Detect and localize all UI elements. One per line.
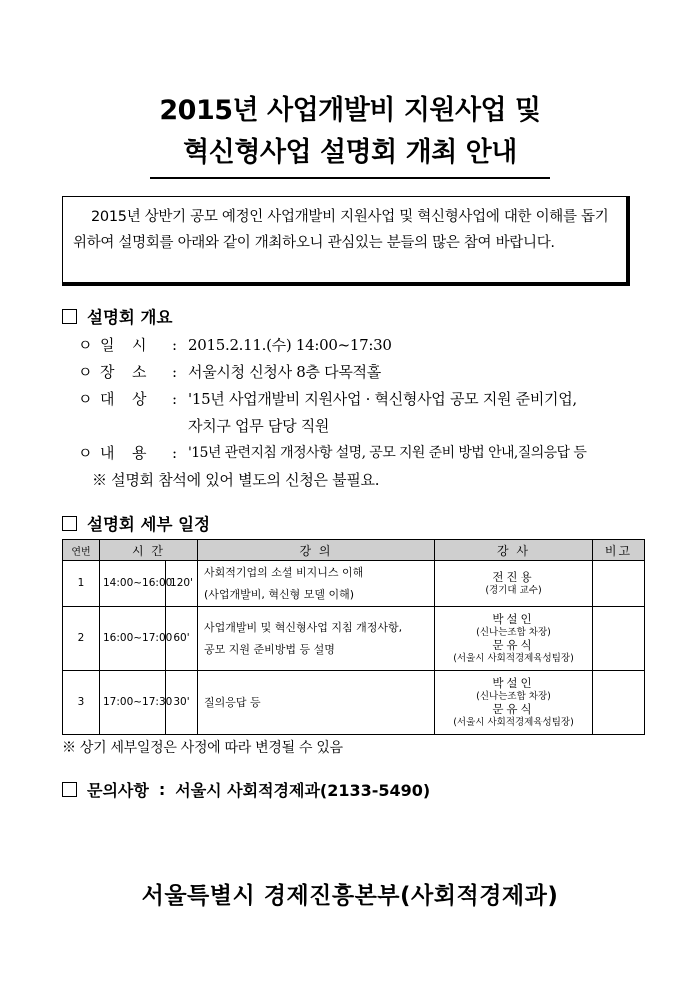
speaker-role: (신나는조합 차장)	[476, 626, 551, 638]
schedule-note: ※ 상기 세부일정은 사정에 따라 변경될 수 있음	[62, 740, 343, 756]
overview-value: 2015.2.11.(수) 14:00~17:30	[188, 336, 392, 354]
column-header-lecture: 강 의	[198, 540, 435, 561]
speaker-role: (서울시 사회적경제육성팀장)	[453, 716, 574, 728]
contact-heading	[62, 778, 430, 801]
column-header-speaker: 강 사	[435, 540, 593, 561]
cell-no: 3	[63, 671, 100, 735]
overview-value: '15년 사업개발비 지원사업 · 혁신형사업 공모 지원 준비기업,	[188, 390, 577, 408]
overview-heading-text: 설명회 개요	[87, 308, 173, 327]
lecture-line: 사업개발비 및 혁신형사업 지침 개정사항,	[204, 620, 403, 634]
cell-speaker	[435, 561, 593, 607]
schedule-heading	[62, 511, 210, 535]
overview-row-date	[78, 332, 678, 359]
bullet-circle-icon: ㅇ	[78, 336, 93, 354]
schedule-table	[62, 539, 645, 735]
overview-colon: :	[172, 363, 177, 381]
speaker-role: (서울시 사회적경제육성팀장)	[453, 652, 574, 664]
speaker-role: (경기대 교수)	[485, 584, 542, 596]
cell-time: 17:00~17:30	[100, 671, 166, 735]
overview-label: 내 용	[100, 444, 147, 462]
checkbox-square-icon	[62, 309, 77, 324]
speaker-role: (신나는조합 차장)	[476, 690, 551, 702]
lecture-line: 공모 지원 준비방법 등 설명	[204, 642, 335, 656]
cell-no: 2	[63, 607, 100, 671]
cell-lecture	[198, 561, 435, 607]
table-row	[63, 607, 645, 671]
column-header-time: 시 간	[100, 540, 198, 561]
column-header-no: 연번	[63, 540, 100, 561]
overview-label: 일 시	[100, 336, 147, 354]
cell-duration: 60'	[166, 607, 198, 671]
speaker-name: 전진용	[492, 569, 535, 584]
cell-time: 16:00~17:00	[100, 607, 166, 671]
overview-heading	[62, 304, 172, 328]
overview-row-target	[78, 386, 678, 413]
speaker-name: 문유식	[492, 701, 535, 716]
checkbox-square-icon	[62, 516, 77, 531]
bullet-circle-icon: ㅇ	[78, 444, 93, 462]
cell-speaker	[435, 607, 593, 671]
table-row	[63, 671, 645, 735]
cell-lecture	[198, 671, 435, 735]
intro-box	[62, 196, 630, 286]
cell-no: 1	[63, 561, 100, 607]
cell-duration: 120'	[166, 561, 198, 607]
contact-value: 서울시 사회적경제과(2133-5490)	[175, 781, 431, 800]
cell-remark	[593, 561, 645, 607]
overview-value: 서울시청 신청사 8층 다목적홀	[188, 363, 381, 381]
overview-row-content	[78, 440, 678, 467]
speaker-name: 박설인	[492, 611, 535, 626]
cell-time: 14:00~16:00	[100, 561, 166, 607]
speaker-name: 문유식	[492, 637, 535, 652]
overview-row-place	[78, 359, 678, 386]
overview-note: ※ 설명회 참석에 있어 별도의 신청은 불필요.	[92, 471, 380, 489]
column-header-remark: 비고	[593, 540, 645, 561]
bullet-circle-icon: ㅇ	[78, 390, 93, 408]
title-underline	[150, 177, 550, 179]
contact-label: 문의사항	[87, 781, 149, 800]
overview-list	[78, 332, 678, 494]
lecture-line: (사업개발비, 혁신형 모델 이해)	[204, 587, 355, 601]
overview-colon: :	[172, 336, 177, 354]
overview-colon: :	[172, 444, 177, 462]
contact-separator: :	[158, 780, 166, 799]
table-header-row	[63, 540, 645, 561]
intro-text: 2015년 상반기 공모 예정인 사업개발비 지원사업 및 혁신형사업에 대한 이해를 돕기 위하여 설명회를 아래와 같이 개최하오니 관심있는 분들의 많은 참여 바랍니다.	[73, 209, 609, 251]
lecture-line: 사회적기업의 소셜 비지니스 이해	[204, 565, 364, 579]
speaker-name: 박설인	[492, 675, 535, 690]
issuer-footer: 서울특별시 경제진흥본부(사회적경제과)	[141, 883, 559, 909]
overview-label: 장 소	[100, 363, 147, 381]
overview-row-target-continued: 자치구 업무 담당 직원	[188, 417, 330, 435]
cell-remark	[593, 607, 645, 671]
bullet-circle-icon: ㅇ	[78, 363, 93, 381]
lecture-line: 질의응답 등	[204, 695, 261, 709]
cell-duration: 30'	[166, 671, 198, 735]
overview-colon: :	[172, 390, 177, 408]
title-line-1: 2015년 사업개발비 지원사업 및	[159, 95, 541, 126]
table-row	[63, 561, 645, 607]
checkbox-square-icon	[62, 782, 77, 797]
cell-lecture	[198, 607, 435, 671]
schedule-heading-text: 설명회 세부 일정	[87, 515, 211, 534]
overview-value: '15년 관련지침 개정사항 설명, 공모 지원 준비 방법 안내,질의응답 등	[188, 445, 587, 461]
document-title	[0, 90, 700, 174]
overview-label: 대 상	[100, 390, 147, 408]
cell-speaker	[435, 671, 593, 735]
cell-remark	[593, 671, 645, 735]
title-line-2: 혁신형사업 설명회 개최 안내	[183, 137, 517, 168]
